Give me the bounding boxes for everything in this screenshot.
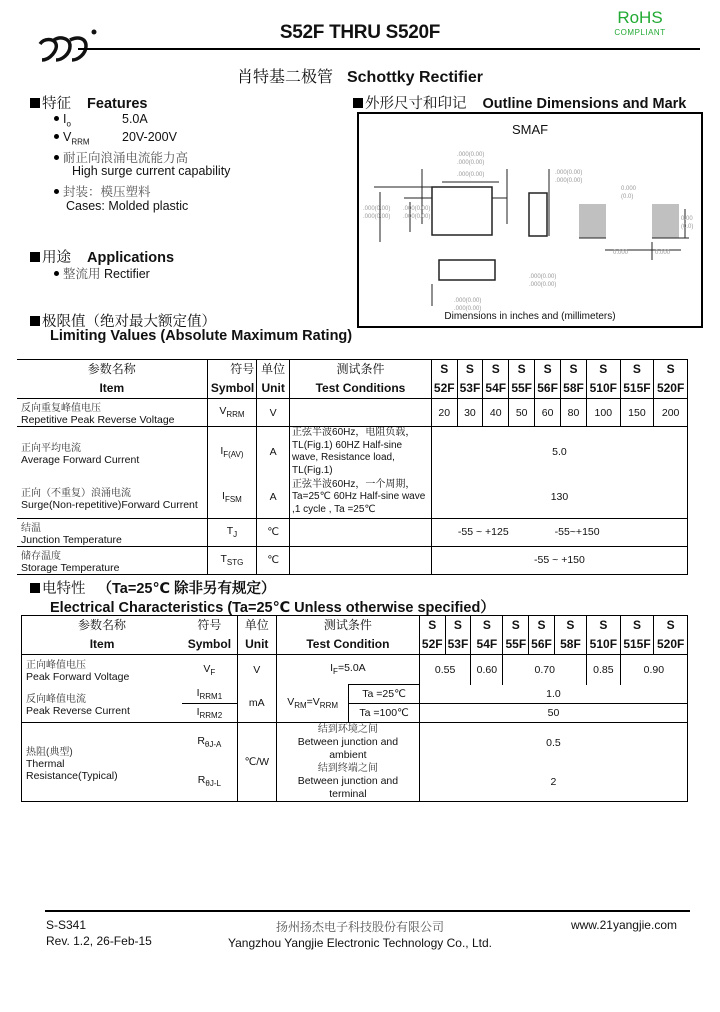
feature-case-cn: 封装：模压塑料 (54, 182, 151, 200)
square-bullet-icon (30, 252, 40, 262)
document-subtitle: 肖特基二极管 Schottky Rectifier (236, 69, 484, 86)
dimension-note: Dimensions in inches and (millimeters) (444, 311, 616, 322)
company-name-en: Yangzhou Yangjie Electronic Technology Co., Ltd. (228, 936, 492, 950)
square-bullet-icon (30, 583, 40, 593)
feature-surge-cn: 耐正向浪涌电流能力高 (54, 148, 188, 166)
limiting-heading-cn: 极限值（绝对最大额定值） (30, 310, 228, 331)
svg-text:0.000: 0.000 (655, 250, 671, 256)
footer-rule (45, 910, 690, 912)
header-rule (78, 48, 700, 50)
feature-vrrm: $V_{RRM}$ 20V-200V (54, 130, 90, 147)
doc-id: S-S341 (46, 918, 87, 932)
svg-text:.000(0.00): .000(0.00) (454, 306, 482, 312)
svg-text:.000(0.00): .000(0.00) (363, 206, 391, 212)
svg-text:0.000: 0.000 (621, 186, 637, 192)
revision: Rev. 1.2, 26-Feb-15 (46, 934, 152, 948)
svg-text:.000(0.00): .000(0.00) (457, 160, 485, 166)
package-dimension-drawing-icon (359, 114, 701, 326)
table-row-rth1: 热阻(典型) Thermal Resistance(Typical) $R_{\theta J-A}$ ℃/W 结到环境之间 Between junction and ambient 0.5 (22, 723, 688, 763)
svg-text:(0.0): (0.0) (681, 224, 694, 230)
feature-io: $I_o$ 5.0A (54, 112, 71, 129)
table-row-vf: 正向峰值电压 Peak Forward Voltage $V_F$ V $I_F=5.0A$ 0.55 0.60 0.70 0.85 0.90 (22, 655, 688, 685)
svg-text:.000(0.00): .000(0.00) (403, 214, 431, 220)
table-row: 储存温度 Storage Temperature $T_{STG}$ ℃ -55 ~ +150 (17, 546, 688, 574)
company-website-link[interactable]: www.21yangjie.com (570, 918, 677, 932)
svg-text:.000(0.00): .000(0.00) (454, 298, 482, 304)
table-row: 反向重复峰值电压 Repetitive Peak Reverse Voltage $V_{RRM}$ V 20 30 40 50 60 80 100 150 200 (17, 399, 688, 427)
table-header-row: 参数名称 Item 符号 Symbol 单位 Unit 测试条件 Test Conditions S 52F S 53F S 54F S 55F S 56F S 58F S 510F S 515F S 520F (17, 360, 688, 399)
features-heading: 特征 Features (30, 92, 147, 113)
company-name-cn: 扬州扬杰电子科技股份有限公司 (275, 920, 444, 934)
svg-text:.000(0.00): .000(0.00) (529, 274, 557, 280)
outline-heading: 外形尺寸和印记 Outline Dimensions and Mark (353, 92, 686, 113)
table-row-ir1: 反向峰值电流 Peak Reverse Current $I_{RRM1}$ mA $V_{RM}=V_{RRM}$ Ta =25℃ 1.0 (22, 685, 688, 704)
limiting-heading-en: Limiting Values (Absolute Maximum Rating) (50, 328, 353, 344)
square-bullet-icon (30, 98, 40, 108)
feature-case-en: Cases: Molded plastic (66, 199, 189, 213)
svg-text:.000(0.00): .000(0.00) (457, 152, 485, 158)
rohs-badge: RoHS COMPLIANT (614, 8, 666, 37)
document-title: S52F THRU S520F (279, 22, 441, 43)
square-bullet-icon (353, 98, 363, 108)
bullet-icon (54, 155, 59, 160)
table-row: 结温 Junction Temperature $T_J$ ℃ -55 ~ +125 -55~+150 (17, 518, 688, 546)
bullet-icon (54, 134, 59, 139)
applications-heading: 用途 Applications (30, 246, 174, 267)
svg-text:.000(0.00): .000(0.00) (457, 172, 485, 178)
feature-surge-en: High surge current capability (72, 164, 231, 178)
package-name: SMAF (511, 122, 549, 137)
svg-text:.000(0.00): .000(0.00) (403, 206, 431, 212)
svg-text:(0.0): (0.0) (621, 194, 634, 200)
electrical-heading-cn: 电特性 （Ta=25℃ 除非另有规定） (30, 577, 276, 598)
svg-text:0.000: 0.000 (613, 250, 629, 256)
table-header-row: 参数名称 Item 符号 Symbol 单位 Unit 测试条件 Test Condition S 52F S 53F S 54F S 55F S 56F S 58F S 510F S 515F S 520F (22, 616, 688, 655)
table-row: 正向（不重复）浪涌电流 Surge(Non-repetitive)Forward Current $I_{FSM}$ A 正弦半波60Hz，一个周期，Ta=25℃ 60Hz Half-sine wave ,1 cycle , Ta =25℃ 130 (17, 477, 688, 518)
table-row-rth2: $R_{\theta J-L}$ 结到终端之间 Between junction and terminal 2 (22, 762, 688, 802)
svg-text:.000(0.00): .000(0.00) (555, 178, 583, 184)
application-item: 整流用 Rectifier (54, 264, 150, 282)
bullet-icon (54, 189, 59, 194)
table-row-ir2: $I_{RRM2}$ Ta =100℃ 50 (22, 704, 688, 723)
bullet-icon (54, 116, 59, 121)
svg-text:0.00: 0.00 (681, 216, 693, 222)
svg-text:.000(0.00): .000(0.00) (529, 282, 557, 288)
electrical-heading-en: Electrical Characteristics (Ta=25℃ Unless otherwise specified） (50, 600, 495, 616)
table-row: 正向平均电流 Average Forward Current $I_{F(AV)}$ A 正弦半波60Hz，电阻负载，TL(Fig.1) 60HZ Half-sine wave, Resistance load, TL(Fig.1) 5.0 (17, 427, 688, 478)
limiting-values-table (17, 359, 688, 575)
svg-text:.000(0.00): .000(0.00) (555, 170, 583, 176)
electrical-characteristics-table (21, 615, 688, 802)
outline-drawing (357, 112, 703, 328)
square-bullet-icon (30, 316, 40, 326)
bullet-icon (54, 271, 59, 276)
svg-text:.000(0.00): .000(0.00) (363, 214, 391, 220)
